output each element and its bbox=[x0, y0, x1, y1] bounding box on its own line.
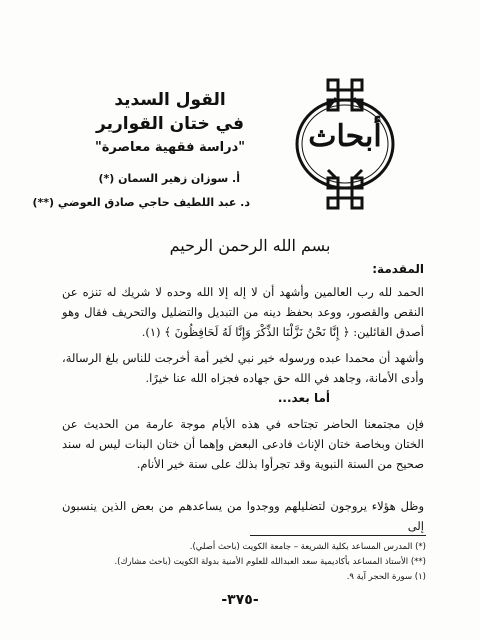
page-number: -٣٧٥- bbox=[221, 592, 259, 608]
badge-title: أبحاث bbox=[308, 119, 382, 154]
footnote-divider bbox=[250, 535, 426, 536]
footnotes bbox=[114, 540, 426, 585]
footnote-1: (*) المدرس المساعد بكلية الشريعة – جامعة الكويت (باحث أصلي). bbox=[189, 542, 426, 552]
paragraph-3: فإن مجتمعنا الحاضر تجتاحه في هذه الأيام موجة عارمة من الحديث عن الختان وبخاصة ختان الإناث فادعى البعض وإهما أن ختان البنات ليس له سند صحيح من السنة النبوية وقد تجرأوا بذلك على سنة خير الأنام. bbox=[62, 417, 424, 471]
paragraph-4: وظل هؤلاء يروجون لتضليلهم ووجدوا من يساعدهم من بعض الذين ينسبون إلى bbox=[62, 499, 424, 533]
amma-baad-heading: أما بعد... bbox=[277, 391, 330, 405]
article-title bbox=[70, 88, 270, 158]
author-2: د. عبد اللطيف حاجي صادق العوضي (**) bbox=[32, 196, 250, 209]
footnote-3: (١) سورة الحجر آية ٩. bbox=[346, 572, 426, 582]
footnote-2: (**) الأستاذ المساعد بأكاديمية سعد العبدالله للعلوم الأمنية بدولة الكويت (باحث مشارك). bbox=[114, 557, 426, 567]
author-1: أ. سوزان زهير السمان (*) bbox=[98, 172, 240, 185]
subtitle: "دراسة فقهية معاصرة" bbox=[94, 140, 246, 155]
paragraph-1: الحمد لله رب العالمين وأشهد أن لا إله إلا الله وحده لا شريك له تنزه عن النقص والقصور، ووعد بحفظ دينه من التبديل والتضليل والتحريف فقال وهو أصدق القائلين: ﴿ إِنَّا نَحْنُ نَزَّلْنَا الذِّكْرَ وَإِنَّا لَهُ لَحَافِظُونَ ﴾ (١). bbox=[62, 285, 424, 339]
title-line-2: في ختان القوارير bbox=[96, 114, 244, 134]
paragraph-2: وأشهد أن محمدا عبده ورسوله خير نبي لخير أمة أخرجت للناس بلغ الرسالة، وأدى الأمانة، وجاهد في الله حق جهاده فجزاه الله عنا خيرًا. bbox=[62, 351, 424, 385]
basmala: بسم الله الرحمن الرحيم bbox=[169, 236, 331, 255]
intro-heading: المقدمة: bbox=[372, 262, 424, 276]
title-line-1: القول السديد bbox=[114, 90, 226, 110]
bottom-knot-ornament bbox=[328, 170, 362, 208]
